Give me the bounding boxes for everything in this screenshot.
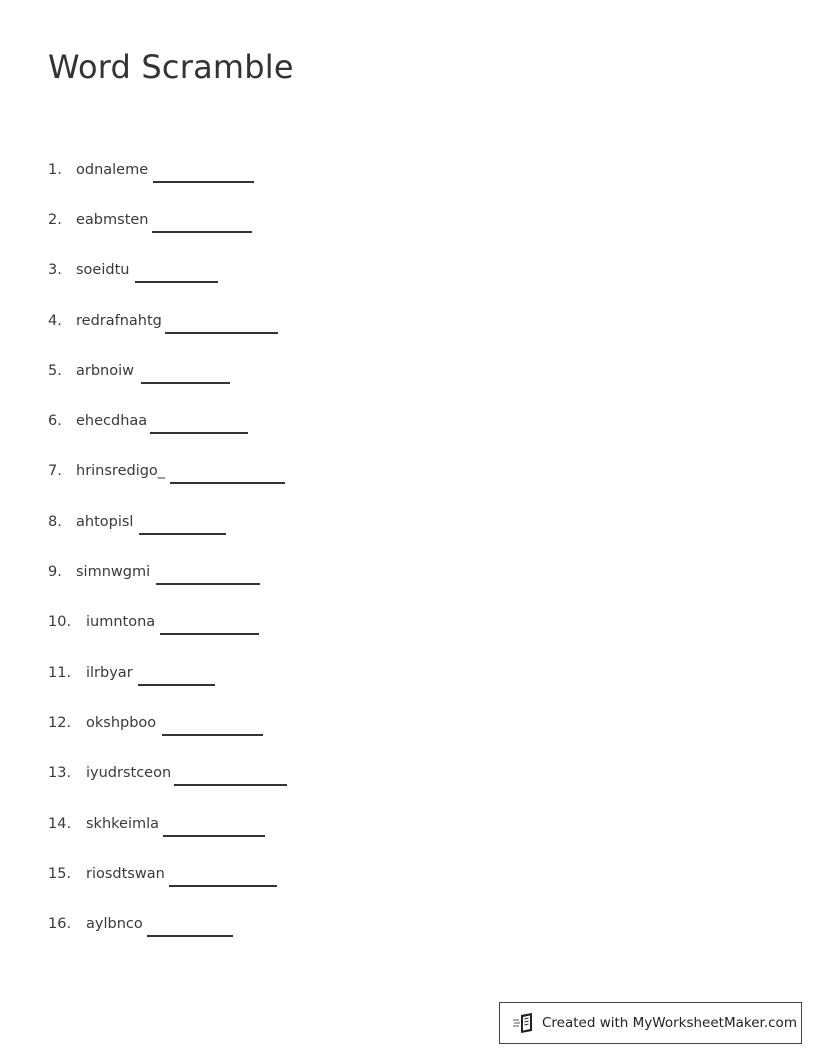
item-number: 10.	[48, 614, 72, 630]
answer-line	[138, 684, 215, 686]
item-number: 11.	[48, 665, 72, 681]
answer-line	[147, 935, 233, 937]
answer-line	[165, 332, 278, 334]
scrambled-word: eabmsten	[76, 212, 149, 228]
item-number: 8.	[48, 514, 62, 530]
item-number: 7.	[48, 463, 62, 479]
item-number: 4.	[48, 313, 62, 329]
item-number: 1.	[48, 162, 62, 178]
scrambled-word: ehecdhaa	[76, 413, 148, 429]
scrambled-word: ilrbyar	[86, 665, 133, 681]
scrambled-word: odnaleme	[76, 162, 149, 178]
answer-line	[141, 382, 230, 384]
answer-line	[160, 633, 259, 635]
item-number: 5.	[48, 363, 62, 379]
scrambled-word: riosdtswan	[86, 866, 165, 882]
scrambled-word: skhkeimla	[86, 816, 160, 832]
answer-line	[162, 734, 263, 736]
scrambled-word: okshpboo	[86, 715, 157, 731]
scrambled-word: hrinsredigo_	[76, 463, 166, 479]
item-number: 13.	[48, 765, 72, 781]
answer-line	[174, 784, 287, 786]
item-number: 15.	[48, 866, 72, 882]
scrambled-word: redrafnahtg	[76, 313, 162, 329]
footer-text: Created with MyWorksheetMaker.com	[542, 1015, 797, 1031]
scrambled-word: iyudrstceon	[86, 765, 172, 781]
item-number: 14.	[48, 816, 72, 832]
answer-line	[150, 432, 248, 434]
scrambled-word: aylbnco	[86, 916, 143, 932]
item-number: 6.	[48, 413, 62, 429]
answer-line	[163, 835, 265, 837]
answer-line	[156, 583, 260, 585]
scrambled-word: ahtopisl	[76, 514, 134, 530]
item-number: 16.	[48, 916, 72, 932]
answer-line	[153, 181, 254, 183]
answer-line	[139, 533, 226, 535]
scrambled-word: arbnoiw	[76, 363, 134, 379]
answer-line	[170, 482, 285, 484]
answer-line	[169, 885, 277, 887]
scrambled-word: soeidtu	[76, 262, 130, 278]
item-number: 9.	[48, 564, 62, 580]
item-number: 12.	[48, 715, 72, 731]
footer-badge	[499, 1002, 802, 1044]
page-title: Word Scramble	[48, 48, 294, 86]
answer-line	[152, 231, 252, 233]
book-logo-icon	[512, 1012, 536, 1034]
item-number: 3.	[48, 262, 62, 278]
scrambled-word: iumntona	[86, 614, 156, 630]
answer-line	[135, 281, 218, 283]
scrambled-word: simnwgmi	[76, 564, 151, 580]
item-number: 2.	[48, 212, 62, 228]
